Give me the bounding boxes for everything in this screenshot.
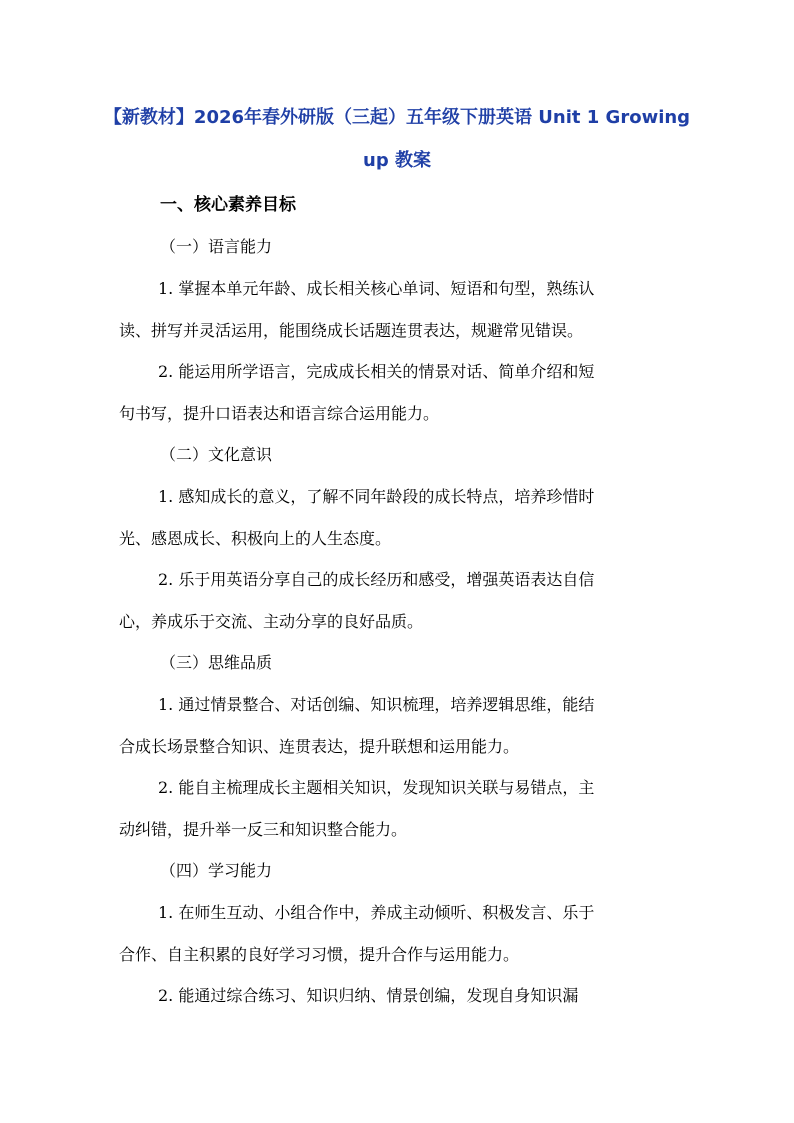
document-title-line-1: 【新教材】2026年春外研版（三起）五年级下册英语 Unit 1 Growing — [103, 107, 691, 128]
subsection-label-culture: （二）文化意识 — [160, 445, 273, 464]
subsection-label-learning: （四）学习能力 — [160, 861, 273, 880]
paragraph-line: 合成长场景整合知识、连贯表达，提升联想和运用能力。 — [119, 737, 520, 756]
paragraph-line: 2. 能自主梳理成长主题相关知识，发现知识关联与易错点，主 — [158, 778, 595, 797]
paragraph-line: 1. 掌握本单元年龄、成长相关核心单词、短语和句型，熟练认 — [158, 279, 595, 298]
subsection-label-thinking: （三）思维品质 — [160, 653, 273, 672]
paragraph-line: 心，养成乐于交流、主动分享的良好品质。 — [119, 612, 424, 631]
paragraph-line: 句书写，提升口语表达和语言综合运用能力。 — [119, 404, 440, 423]
paragraph-line: 读、拼写并灵活运用，能围绕成长话题连贯表达，规避常见错误。 — [119, 321, 584, 340]
subsection-label-language: （一）语言能力 — [160, 237, 273, 256]
paragraph-line: 光、感恩成长、积极向上的人生态度。 — [119, 529, 392, 548]
paragraph-line: 1. 通过情景整合、对话创编、知识梳理，培养逻辑思维，能结 — [158, 695, 595, 714]
paragraph-line: 1. 在师生互动、小组合作中，养成主动倾听、积极发言、乐于 — [158, 903, 595, 922]
paragraph-line: 合作、自主积累的良好学习习惯，提升合作与运用能力。 — [119, 945, 520, 964]
paragraph-line: 2. 能通过综合练习、知识归纳、情景创编，发现自身知识漏 — [158, 986, 579, 1005]
paragraph-line: 1. 感知成长的意义，了解不同年龄段的成长特点，培养珍惜时 — [158, 487, 595, 506]
document-title-line-2: up 教案 — [363, 150, 431, 171]
paragraph-line: 2. 能运用所学语言，完成成长相关的情景对话、简单介绍和短 — [158, 362, 595, 381]
paragraph-line: 2. 乐于用英语分享自己的成长经历和感受，增强英语表达自信 — [158, 570, 595, 589]
section-heading: 一、核心素养目标 — [160, 195, 296, 215]
paragraph-line: 动纠错，提升举一反三和知识整合能力。 — [119, 820, 408, 839]
